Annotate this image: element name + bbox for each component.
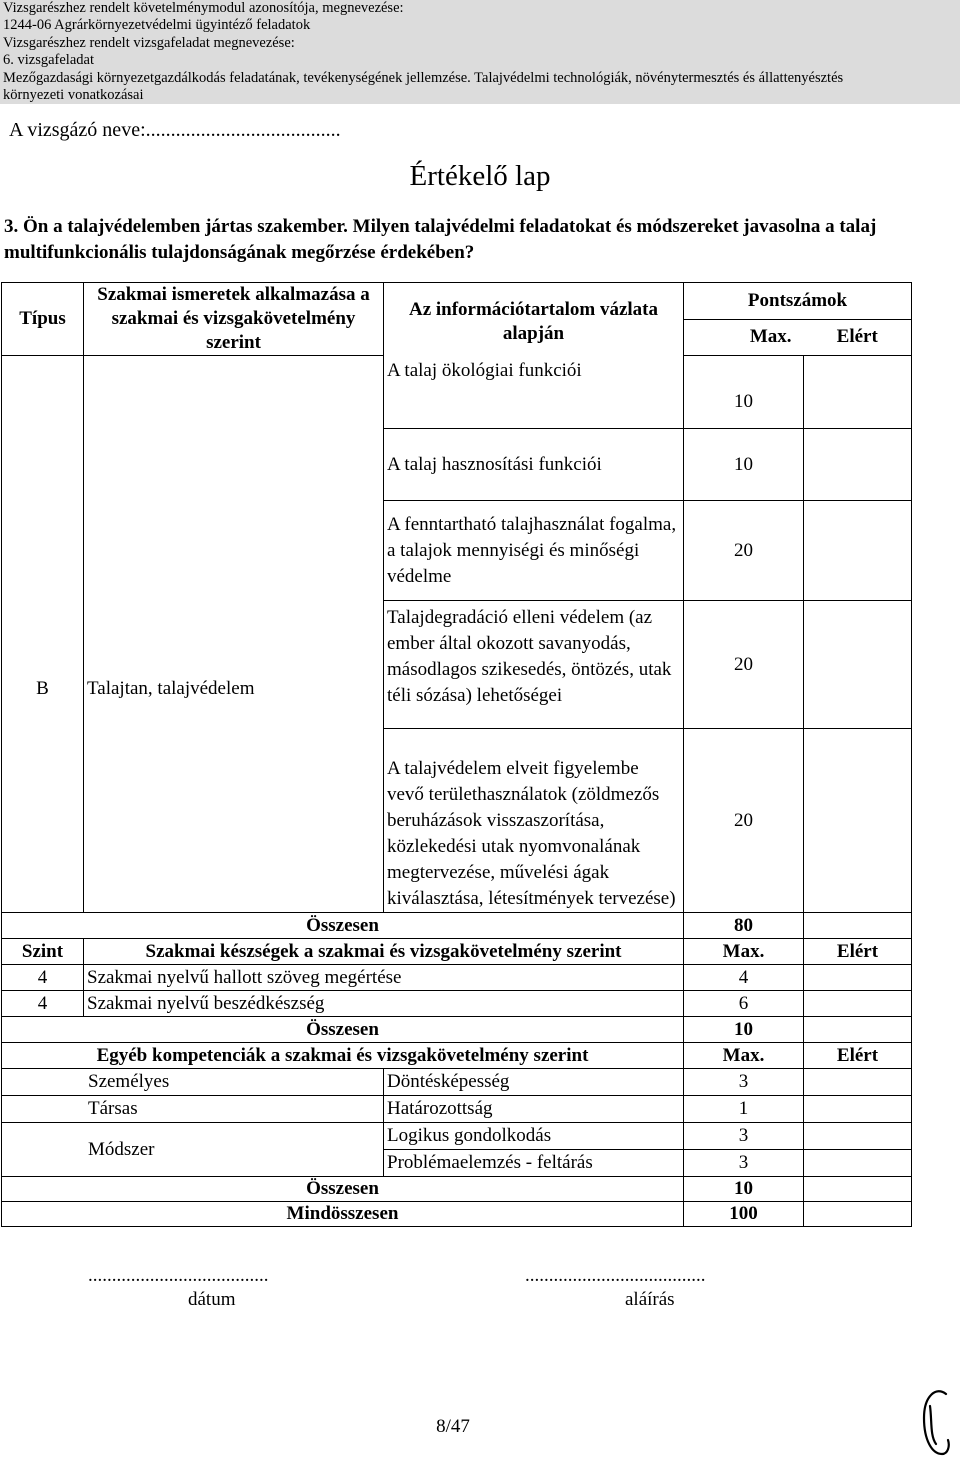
competency-max: 3 [684,1150,804,1177]
skill-max: 4 [684,965,804,991]
content-max: 20 [684,601,804,729]
competency-got [804,1150,912,1177]
col-type-header: Típus [2,283,84,356]
subtotal-got [804,913,912,939]
competency-group: Módszer [2,1123,384,1177]
subtotal-got [804,1177,912,1202]
competency-got [804,1069,912,1096]
competency-item: Problémaelemzés - feltárás [384,1150,684,1177]
competency-max: 3 [684,1123,804,1150]
skills-max-header: Max. [684,939,804,965]
col-content-header: Az információtartalom vázlata alapján [384,283,684,356]
subtotal-label: Összesen [2,1177,684,1202]
col-got-header: Elért [804,319,912,356]
signature-label: aláírás [625,1289,675,1310]
date-label: dátum [188,1289,236,1310]
examinee-name-field: A vizsgázó neve:....................................... [9,119,341,141]
page-number: 8/47 [436,1416,470,1437]
grand-total-label: Mindösszesen [2,1202,684,1227]
content-got [804,356,912,429]
col-knowledge-header: Szakmai ismeretek alkalmazása a szakmai és vizsgakövetelmény szerint [84,283,384,356]
skill-level: 4 [2,965,84,991]
content-got [804,601,912,729]
signature-dots: ...................................... [525,1265,706,1286]
skill-got [804,965,912,991]
subtotal-label: Összesen [2,913,684,939]
subtotal-label: Összesen [2,1017,684,1043]
evaluation-table [1,282,912,1227]
content-max: 10 [684,429,804,501]
document-header [0,0,960,104]
skill-level: 4 [2,991,84,1017]
grand-total-got [804,1202,912,1227]
knowledge-value: Talajtan, talajvédelem [84,356,384,913]
page-title: Értékelő lap [409,160,551,192]
competency-max: 3 [684,1069,804,1096]
content-max: 20 [684,501,804,601]
competency-got [804,1123,912,1150]
skills-level-header: Szint [2,939,84,965]
type-value: B [2,356,84,913]
content-item: A talaj ökológiai funkciói [384,356,684,429]
competency-group: Személyes [2,1069,384,1096]
col-points-header: Pontszámok [684,283,912,320]
content-got [804,729,912,913]
question-text: 3. Ön a talajvédelemben jártas szakember. Milyen talajvédelmi feladatokat és módszereket javasolna a talaj multifunkcionális tulajdonságának megőrzése érdekében? [4,216,877,263]
content-got [804,429,912,501]
subtotal-value: 80 [684,913,804,939]
col-max-header: Max. [684,319,804,356]
subtotal-got [804,1017,912,1043]
content-got [804,501,912,601]
date-dots: ...................................... [88,1265,269,1286]
grand-total-value: 100 [684,1202,804,1227]
competency-item: Határozottság [384,1096,684,1123]
skills-got-header: Elért [804,939,912,965]
header-line: Vizsgarészhez rendelt vizsgafeladat megnevezése: [3,34,295,51]
other-header: Egyéb kompetenciák a szakmai és vizsgakövetelmény szerint [2,1043,684,1069]
content-item: A talaj hasznosítási funkciói [384,429,684,501]
content-item: A talajvédelem elveit figyelembe vevő területhasználatok (zöldmezős beruházások visszaszorítása, közlekedési utak nyomvonalának megtervezése, művelési ágak kiválasztása, létesítmények tervezése) [384,729,684,913]
competency-max: 1 [684,1096,804,1123]
competency-item: Döntésképesség [384,1069,684,1096]
content-max: 10 [684,356,804,429]
competency-group: Társas [2,1096,384,1123]
skill-text: Szakmai nyelvű beszédkészség [84,991,684,1017]
skill-max: 6 [684,991,804,1017]
handwritten-signature-mark [918,1384,956,1460]
header-line: 6. vizsgafeladat [3,52,94,69]
skills-header: Szakmai készségek a szakmai és vizsgakövetelmény szerint [84,939,684,965]
subtotal-value: 10 [684,1177,804,1202]
other-max-header: Max. [684,1043,804,1069]
competency-got [804,1096,912,1123]
header-line: Vizsgarészhez rendelt követelménymodul azonosítója, megnevezése: [3,0,404,16]
content-item: A fenntartható talajhasználat fogalma, a talajok mennyiségi és minőségi védelme [384,501,684,601]
skill-got [804,991,912,1017]
other-got-header: Elért [804,1043,912,1069]
header-line: környezeti vonatkozásai [3,87,144,104]
header-line: Mezőgazdasági környezetgazdálkodás feladatának, tevékenységének jellemzése. Talajvédelmi technológiák, növénytermesztés és állattenyésztés [3,69,844,86]
competency-item: Logikus gondolkodás [384,1123,684,1150]
content-max: 20 [684,729,804,913]
subtotal-value: 10 [684,1017,804,1043]
skill-text: Szakmai nyelvű hallott szöveg megértése [84,965,684,991]
content-item: Talajdegradáció elleni védelem (az ember által okozott savanyodás, másodlagos szikesedés, öntözés, utak téli sózása) lehetőségei [384,601,684,729]
header-line: 1244-06 Agrárkörnyezetvédelmi ügyintéző feladatok [3,17,311,34]
